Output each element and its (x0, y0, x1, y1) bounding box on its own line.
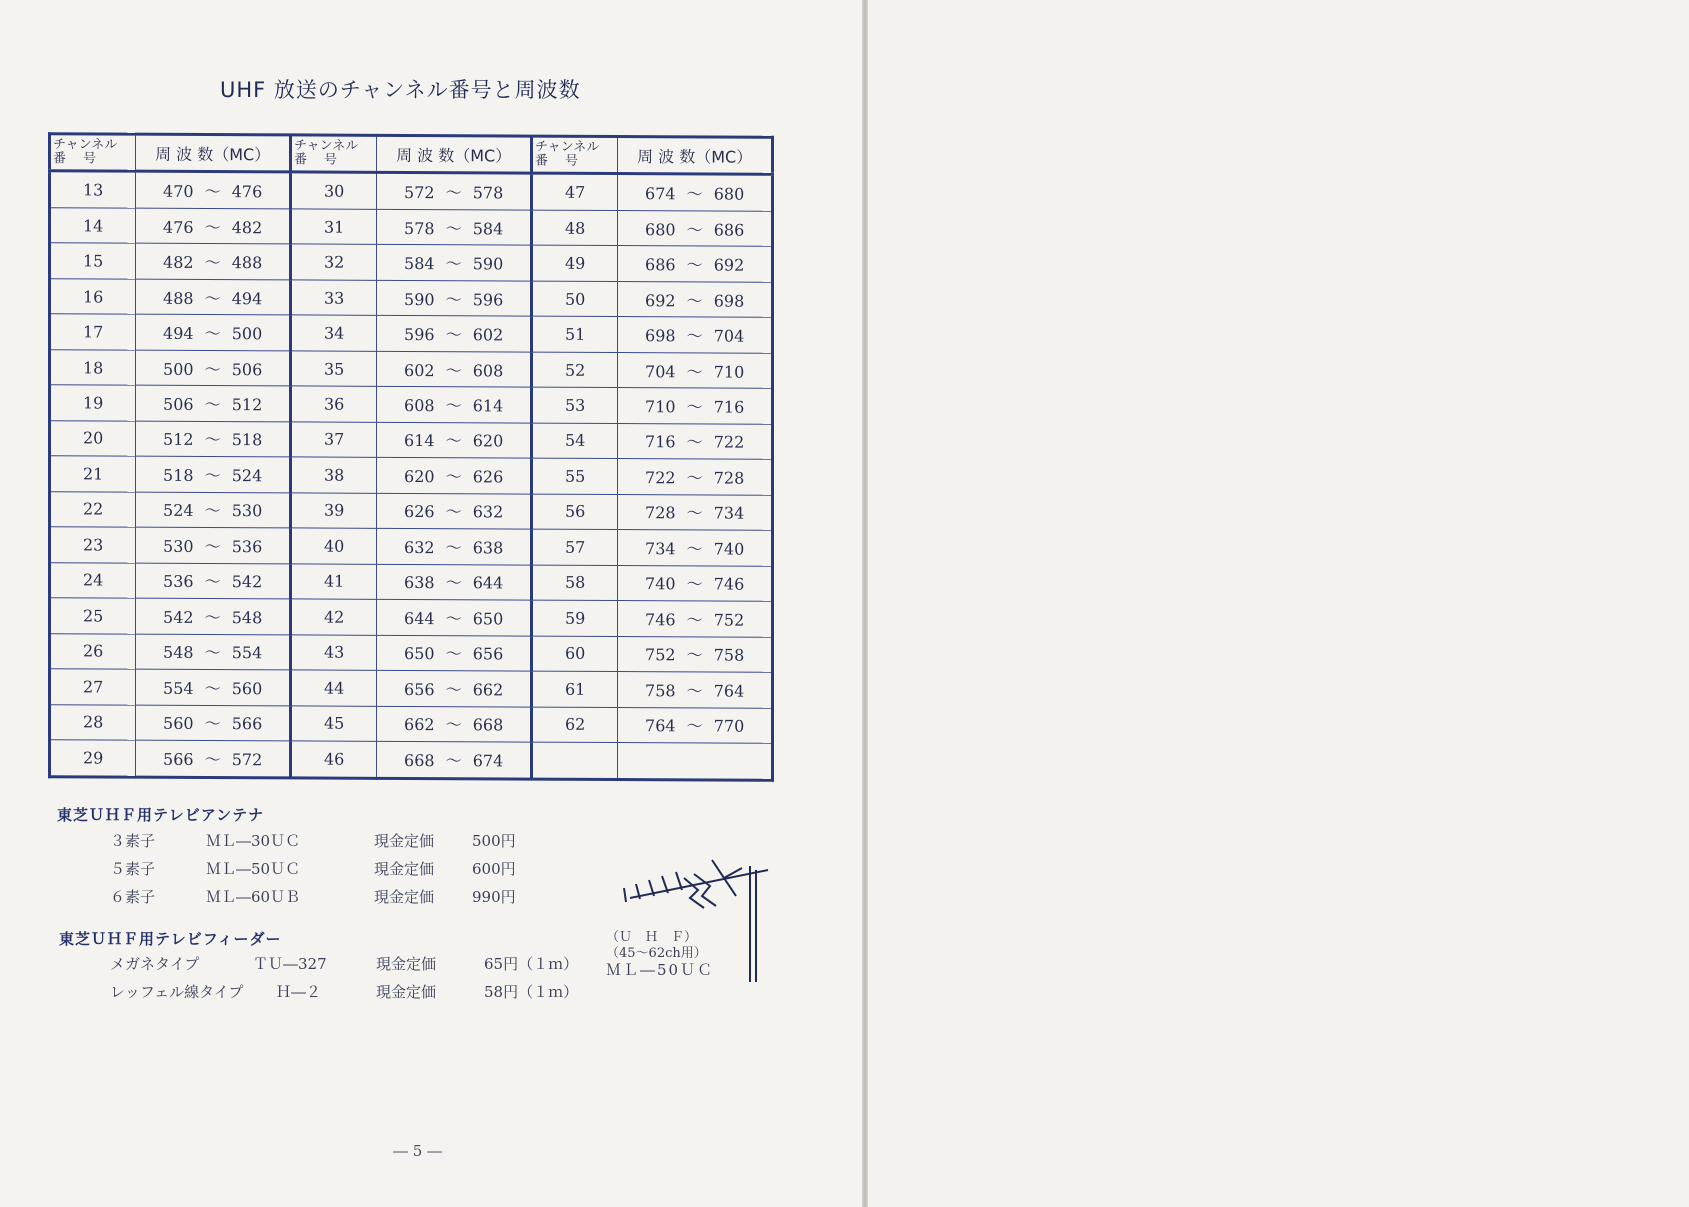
frequency-range-cell: 692 ～ 698 (618, 281, 773, 317)
frequency-range-cell: 644 ～ 650 (377, 599, 532, 635)
channel-number-cell: 31 (290, 209, 376, 245)
header-frequency: 周 波 数（MC） (377, 135, 532, 173)
channel-number-cell: 34 (290, 315, 376, 351)
frequency-range-cell: 716 ～ 722 (618, 423, 773, 459)
frequency-range-cell: 710 ～ 716 (618, 388, 773, 424)
header-channel: チャンネル 番 号 (290, 135, 376, 172)
channel-number-cell: 21 (50, 456, 136, 492)
antenna-caption (606, 930, 714, 978)
table-row (50, 562, 773, 601)
frequency-range-cell: 572 ～ 578 (377, 172, 532, 210)
frequency-range-cell: 482 ～ 488 (136, 244, 291, 280)
antenna-model: ＭＬ―50ＵＣ (206, 860, 301, 878)
channel-number-cell: 45 (290, 705, 376, 741)
table-row (50, 208, 773, 247)
frequency-range-cell: 590 ～ 596 (377, 280, 532, 316)
frequency-range-cell: 536 ～ 542 (136, 563, 291, 599)
feeder-model: Ｈ―２ (276, 983, 322, 1001)
channel-number-cell: 20 (50, 420, 136, 456)
channel-number-cell: 46 (290, 741, 376, 778)
frequency-range-cell: 470 ～ 476 (136, 171, 291, 209)
frequency-range-cell: 554 ～ 560 (136, 669, 291, 705)
frequency-range-cell: 620 ～ 626 (377, 458, 532, 494)
channel-number-cell: 25 (50, 598, 136, 634)
channel-number-cell: 37 (290, 422, 376, 458)
feeder-type: レッフェル線タイプ (110, 983, 244, 1001)
price: 990円 (472, 888, 516, 906)
channel-number-cell: 19 (50, 385, 136, 421)
frequency-range-cell: 686 ～ 692 (618, 246, 773, 282)
frequency-range-cell: 728 ～ 734 (618, 494, 773, 530)
header-channel: チャンネル 番 号 (50, 134, 136, 171)
frequency-range-cell: 548 ～ 554 (136, 634, 291, 670)
channel-number-cell: 14 (50, 208, 136, 244)
channel-number-cell (531, 742, 617, 779)
price: 58円（１ｍ） (484, 983, 579, 1001)
price-label: 現金定価 (374, 832, 435, 850)
table-row (50, 740, 773, 781)
channel-number-cell: 33 (290, 280, 376, 316)
channel-number-cell: 53 (531, 387, 617, 423)
channel-number-cell: 50 (531, 281, 617, 317)
channel-number-cell: 29 (50, 740, 136, 777)
frequency-range-cell: 704 ～ 710 (618, 352, 773, 388)
frequency-range-cell: 614 ～ 620 (377, 422, 532, 458)
antenna-model: ＭＬ―60ＵＢ (206, 888, 301, 906)
frequency-range-cell: 752 ～ 758 (618, 636, 773, 672)
feeder-model: ＴＵ―327 (253, 955, 327, 973)
frequency-range-cell: 668 ～ 674 (377, 741, 532, 779)
table-row (50, 279, 773, 318)
frequency-range-cell: 578 ～ 584 (377, 209, 532, 245)
channel-number-cell: 30 (290, 172, 376, 209)
channel-number-cell: 24 (50, 562, 136, 598)
channel-number-cell: 51 (531, 316, 617, 352)
frequency-range-cell: 722 ～ 728 (618, 459, 773, 495)
channel-number-cell: 49 (531, 245, 617, 281)
price: 65円（１ｍ） (484, 955, 579, 973)
channel-number-cell: 13 (50, 171, 136, 208)
page-number: ― 5 ― (393, 1142, 443, 1160)
price-label: 現金定価 (374, 860, 435, 878)
frequency-range-cell: 500 ～ 506 (136, 350, 291, 386)
channel-number-cell: 60 (531, 636, 617, 672)
price-label: 現金定価 (376, 983, 437, 1001)
frequency-range-cell: 476 ～ 482 (136, 208, 291, 244)
table-row (50, 314, 773, 353)
channel-number-cell: 27 (50, 669, 136, 705)
frequency-range-cell: 680 ～ 686 (618, 210, 773, 246)
table-row (50, 527, 773, 566)
antenna-type: ５素子 (110, 860, 156, 878)
channel-number-cell: 26 (50, 633, 136, 669)
table-body (50, 171, 773, 781)
price-label: 現金定価 (376, 955, 437, 973)
frequency-range-cell: 512 ～ 518 (136, 421, 291, 457)
antenna-type: ６素子 (110, 888, 156, 906)
frequency-range-cell: 746 ～ 752 (618, 601, 773, 637)
table-header-row (50, 134, 773, 175)
channel-number-cell: 61 (531, 671, 617, 707)
channel-number-cell: 42 (290, 599, 376, 635)
table-row (50, 456, 773, 495)
frequency-range-cell: 602 ～ 608 (377, 351, 532, 387)
table-row (50, 420, 773, 459)
frequency-range-cell: 566 ～ 572 (136, 740, 291, 778)
channel-number-cell: 55 (531, 458, 617, 494)
header-channel: チャンネル 番 号 (531, 136, 617, 173)
table-row (50, 704, 773, 743)
frequency-range-cell: 650 ～ 656 (377, 635, 532, 671)
table-row (50, 491, 773, 530)
channel-number-cell: 38 (290, 457, 376, 493)
table-row (50, 598, 773, 637)
channel-number-cell: 41 (290, 564, 376, 600)
channel-frequency-table (48, 132, 774, 782)
channel-number-cell: 23 (50, 527, 136, 563)
antenna-type: ３素子 (110, 832, 156, 850)
frequency-range-cell: 674 ～ 680 (618, 174, 773, 212)
right-page (868, 0, 1689, 1207)
frequency-range-cell: 662 ～ 668 (377, 706, 532, 742)
channel-number-cell: 54 (531, 423, 617, 459)
price: 500円 (472, 832, 516, 850)
channel-number-cell: 58 (531, 565, 617, 601)
channel-number-cell: 36 (290, 386, 376, 422)
price-label: 現金定価 (374, 888, 435, 906)
frequency-range-cell: 758 ～ 764 (618, 672, 773, 708)
frequency-range-cell: 638 ～ 644 (377, 564, 532, 600)
channel-number-cell: 18 (50, 350, 136, 386)
frequency-range-cell: 764 ～ 770 (618, 707, 773, 743)
channel-number-cell: 59 (531, 600, 617, 636)
channel-number-cell: 35 (290, 351, 376, 387)
frequency-range-cell: 560 ～ 566 (136, 705, 291, 741)
feeder-heading: 東芝ＵＨＦ用テレビフィーダー (59, 930, 282, 948)
header-frequency: 周 波 数（MC） (618, 137, 773, 175)
frequency-range-cell: 518 ～ 524 (136, 456, 291, 492)
channel-number-cell: 62 (531, 707, 617, 743)
channel-number-cell: 52 (531, 352, 617, 388)
channel-number-cell: 17 (50, 314, 136, 350)
caption-line: （45～62ch用） (606, 946, 707, 961)
table-row (50, 243, 773, 282)
frequency-range-cell: 506 ～ 512 (136, 385, 291, 421)
feeder-type: メガネタイプ (110, 955, 200, 973)
frequency-range-cell: 656 ～ 662 (377, 670, 532, 706)
frequency-range-cell: 596 ～ 602 (377, 316, 532, 352)
frequency-range-cell: 488 ～ 494 (136, 279, 291, 315)
channel-number-cell: 39 (290, 493, 376, 529)
frequency-range-cell: 698 ～ 704 (618, 317, 773, 353)
frequency-range-cell: 524 ～ 530 (136, 492, 291, 528)
table-row (50, 669, 773, 708)
channel-number-cell: 56 (531, 494, 617, 530)
table-row (50, 385, 773, 424)
channel-number-cell: 28 (50, 704, 136, 740)
frequency-range-cell (618, 742, 773, 780)
frequency-range-cell: 584 ～ 590 (377, 245, 532, 281)
table-row (50, 633, 773, 672)
channel-number-cell: 32 (290, 244, 376, 280)
channel-number-cell: 44 (290, 670, 376, 706)
frequency-range-cell: 632 ～ 638 (377, 528, 532, 564)
caption-line: （Ｕ Ｈ Ｆ） (606, 930, 698, 945)
price: 600円 (472, 860, 516, 878)
table-row (50, 350, 773, 389)
antenna-model: ＭＬ―30ＵＣ (206, 832, 301, 850)
antenna-heading: 東芝ＵＨＦ用テレビアンテナ (57, 806, 265, 824)
channel-number-cell: 15 (50, 243, 136, 279)
table-row (50, 171, 773, 211)
channel-number-cell: 40 (290, 528, 376, 564)
channel-number-cell: 43 (290, 634, 376, 670)
header-frequency: 周 波 数（MC） (136, 134, 291, 172)
channel-number-cell: 22 (50, 491, 136, 527)
channel-number-cell: 47 (531, 173, 617, 210)
frequency-range-cell: 734 ～ 740 (618, 530, 773, 566)
channel-number-cell: 48 (531, 210, 617, 246)
frequency-range-cell: 530 ～ 536 (136, 527, 291, 563)
frequency-range-cell: 740 ～ 746 (618, 565, 773, 601)
page-title: UHF 放送のチャンネル番号と周波数 (220, 78, 581, 102)
frequency-range-cell: 494 ～ 500 (136, 314, 291, 350)
caption-model: ＭＬ―50ＵＣ (606, 961, 715, 979)
frequency-range-cell: 626 ～ 632 (377, 493, 532, 529)
channel-number-cell: 16 (50, 279, 136, 315)
frequency-range-cell: 608 ～ 614 (377, 387, 532, 423)
frequency-range-cell: 542 ～ 548 (136, 598, 291, 634)
channel-number-cell: 57 (531, 529, 617, 565)
